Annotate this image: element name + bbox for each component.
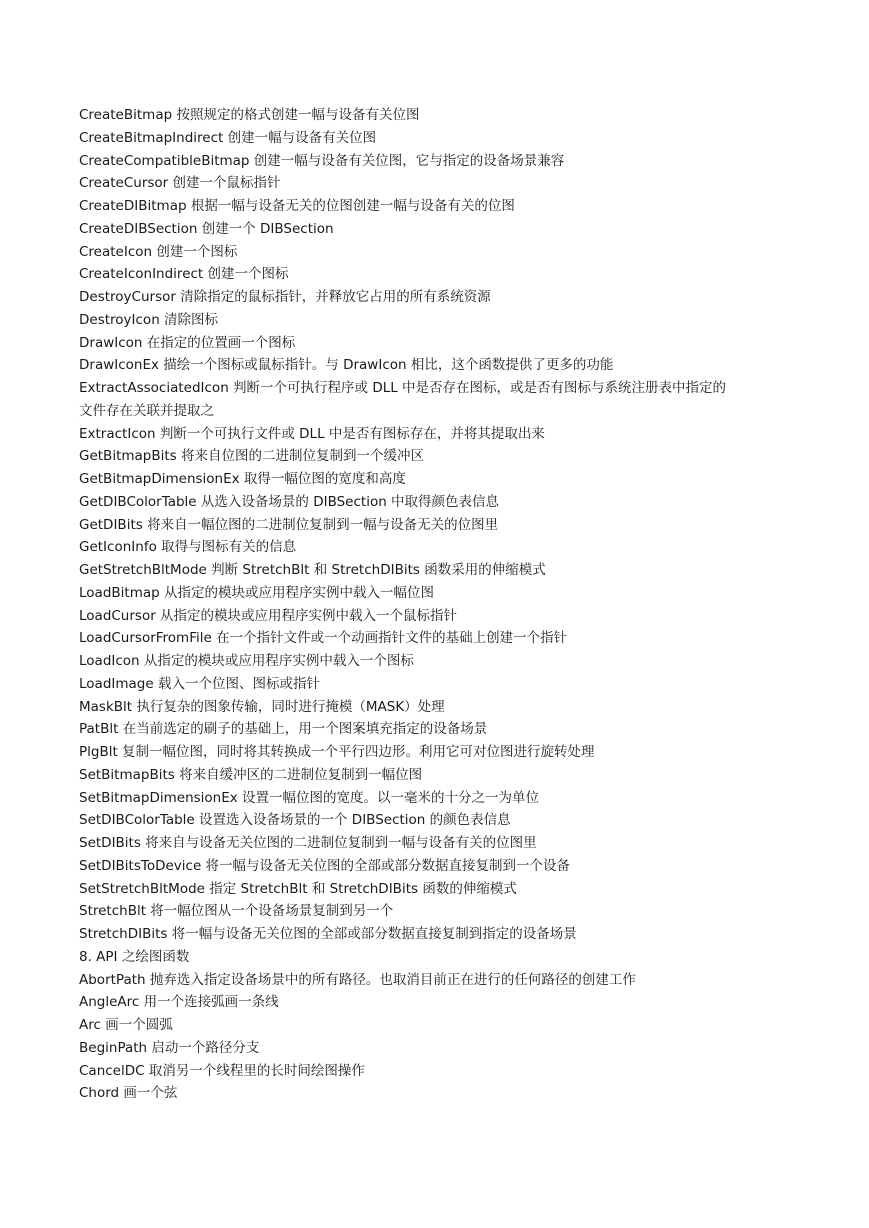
text-line-createdibitmap: CreateDIBitmap 根据一幅与设备无关的位图创建一幅与设备有关的位图 (79, 198, 515, 214)
text-line-setdibcolortable: SetDIBColorTable 设置选入设备场景的一个 DIBSection 的颜色表信息 (79, 812, 511, 829)
text-line-loadbitmap: LoadBitmap 从指定的模块或应用程序实例中载入一幅位图 (79, 584, 434, 601)
text-line-loadcursor: LoadCursor 从指定的模块或应用程序实例中载入一个鼠标指针 (79, 607, 458, 624)
text-line-drawicon: DrawIcon 在指定的位置画一个图标 (79, 334, 296, 351)
text-line-extractassociatedicon: ExtractAssociatedIcon 判断一个可执行程序或 DLL 中是否存在图标，或是否有图标与系统注册表中指定的 (79, 380, 727, 396)
text-line-createicon: CreateIcon 创建一个图标 (79, 243, 238, 260)
text-line-setdibits: SetDIBits 将来自与设备无关位图的二进制位复制到一幅与设备有关的位图里 (79, 835, 537, 851)
text-line-geticoninfo: GetIconInfo 取得与图标有关的信息 (79, 539, 297, 556)
text-line-setbitmapdimensionex: SetBitmapDimensionEx 设置一幅位图的宽度。以一毫米的十分之一为单位 (79, 789, 540, 806)
text-line-loadimage: LoadImage 载入一个位图、图标或指针 (79, 675, 320, 692)
text-line-getbitmapbits: GetBitmapBits 将来自位图的二进制位复制到一个缓冲区 (79, 448, 424, 465)
text-line-getstretchbltmode: GetStretchBltMode 判断 StretchBlt 和 StretchDIBits 函数采用的伸缩模式 (79, 562, 546, 578)
text-line-getdibits: GetDIBits 将来自一幅位图的二进制位复制到一幅与设备无关的位图里 (79, 516, 499, 533)
text-line-loadcursorfromfile: LoadCursorFromFile 在一个指针文件或一个动画指针文件的基础上创建一个指针 (79, 630, 568, 647)
text-line-beginpath: BeginPath 启动一个路径分支 (79, 1039, 260, 1056)
text-line-maskblt: MaskBlt 执行复杂的图象传输，同时进行掩模（MASK）处理 (79, 698, 445, 715)
text-line-getbitmapdimensionex: GetBitmapDimensionEx 取得一幅位图的宽度和高度 (79, 471, 406, 487)
text-line-arc: Arc 画一个圆弧 (79, 1017, 173, 1033)
text-line-destroycursor: DestroyCursor 清除指定的鼠标指针，并释放它占用的所有系统资源 (79, 289, 491, 305)
text-line-setdibitstodevice: SetDIBitsToDevice 将一幅与设备无关位图的全部或部分数据直接复制到一个设备 (79, 857, 571, 874)
text-line-stretchdibits: StretchDIBits 将一幅与设备无关位图的全部或部分数据直接复制到指定的设备场景 (79, 926, 577, 942)
text-line-createdibsection: CreateDIBSection 创建一个 DIBSection (79, 220, 334, 237)
text-line-setstretchbltmode: SetStretchBltMode 指定 StretchBlt 和 StretchDIBits 函数的伸缩模式 (79, 880, 517, 897)
text-line-canceldc: CancelDC 取消另一个线程里的长时间绘图操作 (79, 1062, 365, 1079)
text-line-getdibcolortable: GetDIBColorTable 从选入设备场景的 DIBSection 中取得颜色表信息 (79, 493, 500, 510)
text-line-patblt: PatBlt 在当前选定的刷子的基础上，用一个图案填充指定的设备场景 (79, 721, 488, 738)
text-line-chord: Chord 画一个弦 (79, 1085, 178, 1102)
text-line-setbitmapbits: SetBitmapBits 将来自缓冲区的二进制位复制到一幅位图 (79, 766, 423, 783)
text-line-destroyicon: DestroyIcon 清除图标 (79, 311, 219, 328)
text-line-createcursor: CreateCursor 创建一个鼠标指针 (79, 175, 281, 192)
section-heading-drawing-functions: 8. API 之绘图函数 (79, 948, 190, 965)
text-line-extractassociatedicon-cont: 文件存在关联并提取之 (79, 402, 214, 419)
text-line-extracticon: ExtractIcon 判断一个可执行文件或 DLL 中是否有图标存在，并将其提取出来 (79, 425, 545, 442)
text-line-stretchblt: StretchBlt 将一幅位图从一个设备场景复制到另一个 (79, 903, 394, 920)
text-line-plgblt: PlgBlt 复制一幅位图，同时将其转换成一个平行四边形。利用它可对位图进行旋转处理 (79, 744, 595, 760)
text-line-anglearc: AngleArc 用一个连接弧画一条线 (79, 994, 279, 1011)
text-line-createbitmapindirect: CreateBitmapIndirect 创建一幅与设备有关位图 (79, 129, 377, 146)
text-line-loadicon: LoadIcon 从指定的模块或应用程序实例中载入一个图标 (79, 653, 414, 669)
document-page (79, 104, 799, 1105)
text-line-drawiconex: DrawIconEx 描绘一个图标或鼠标指针。与 DrawIcon 相比，这个函数提供了更多的功能 (79, 357, 614, 374)
text-line-abortpath: AbortPath 抛弃选入指定设备场景中的所有路径。也取消目前正在进行的任何路径的创建工作 (79, 971, 636, 988)
text-line-createiconindirect: CreateIconIndirect 创建一个图标 (79, 266, 289, 283)
text-line-createbitmap: CreateBitmap 按照规定的格式创建一幅与设备有关位图 (79, 107, 420, 123)
text-line-createcompatiblebitmap: CreateCompatibleBitmap 创建一幅与设备有关位图，它与指定的设备场景兼容 (79, 152, 565, 169)
